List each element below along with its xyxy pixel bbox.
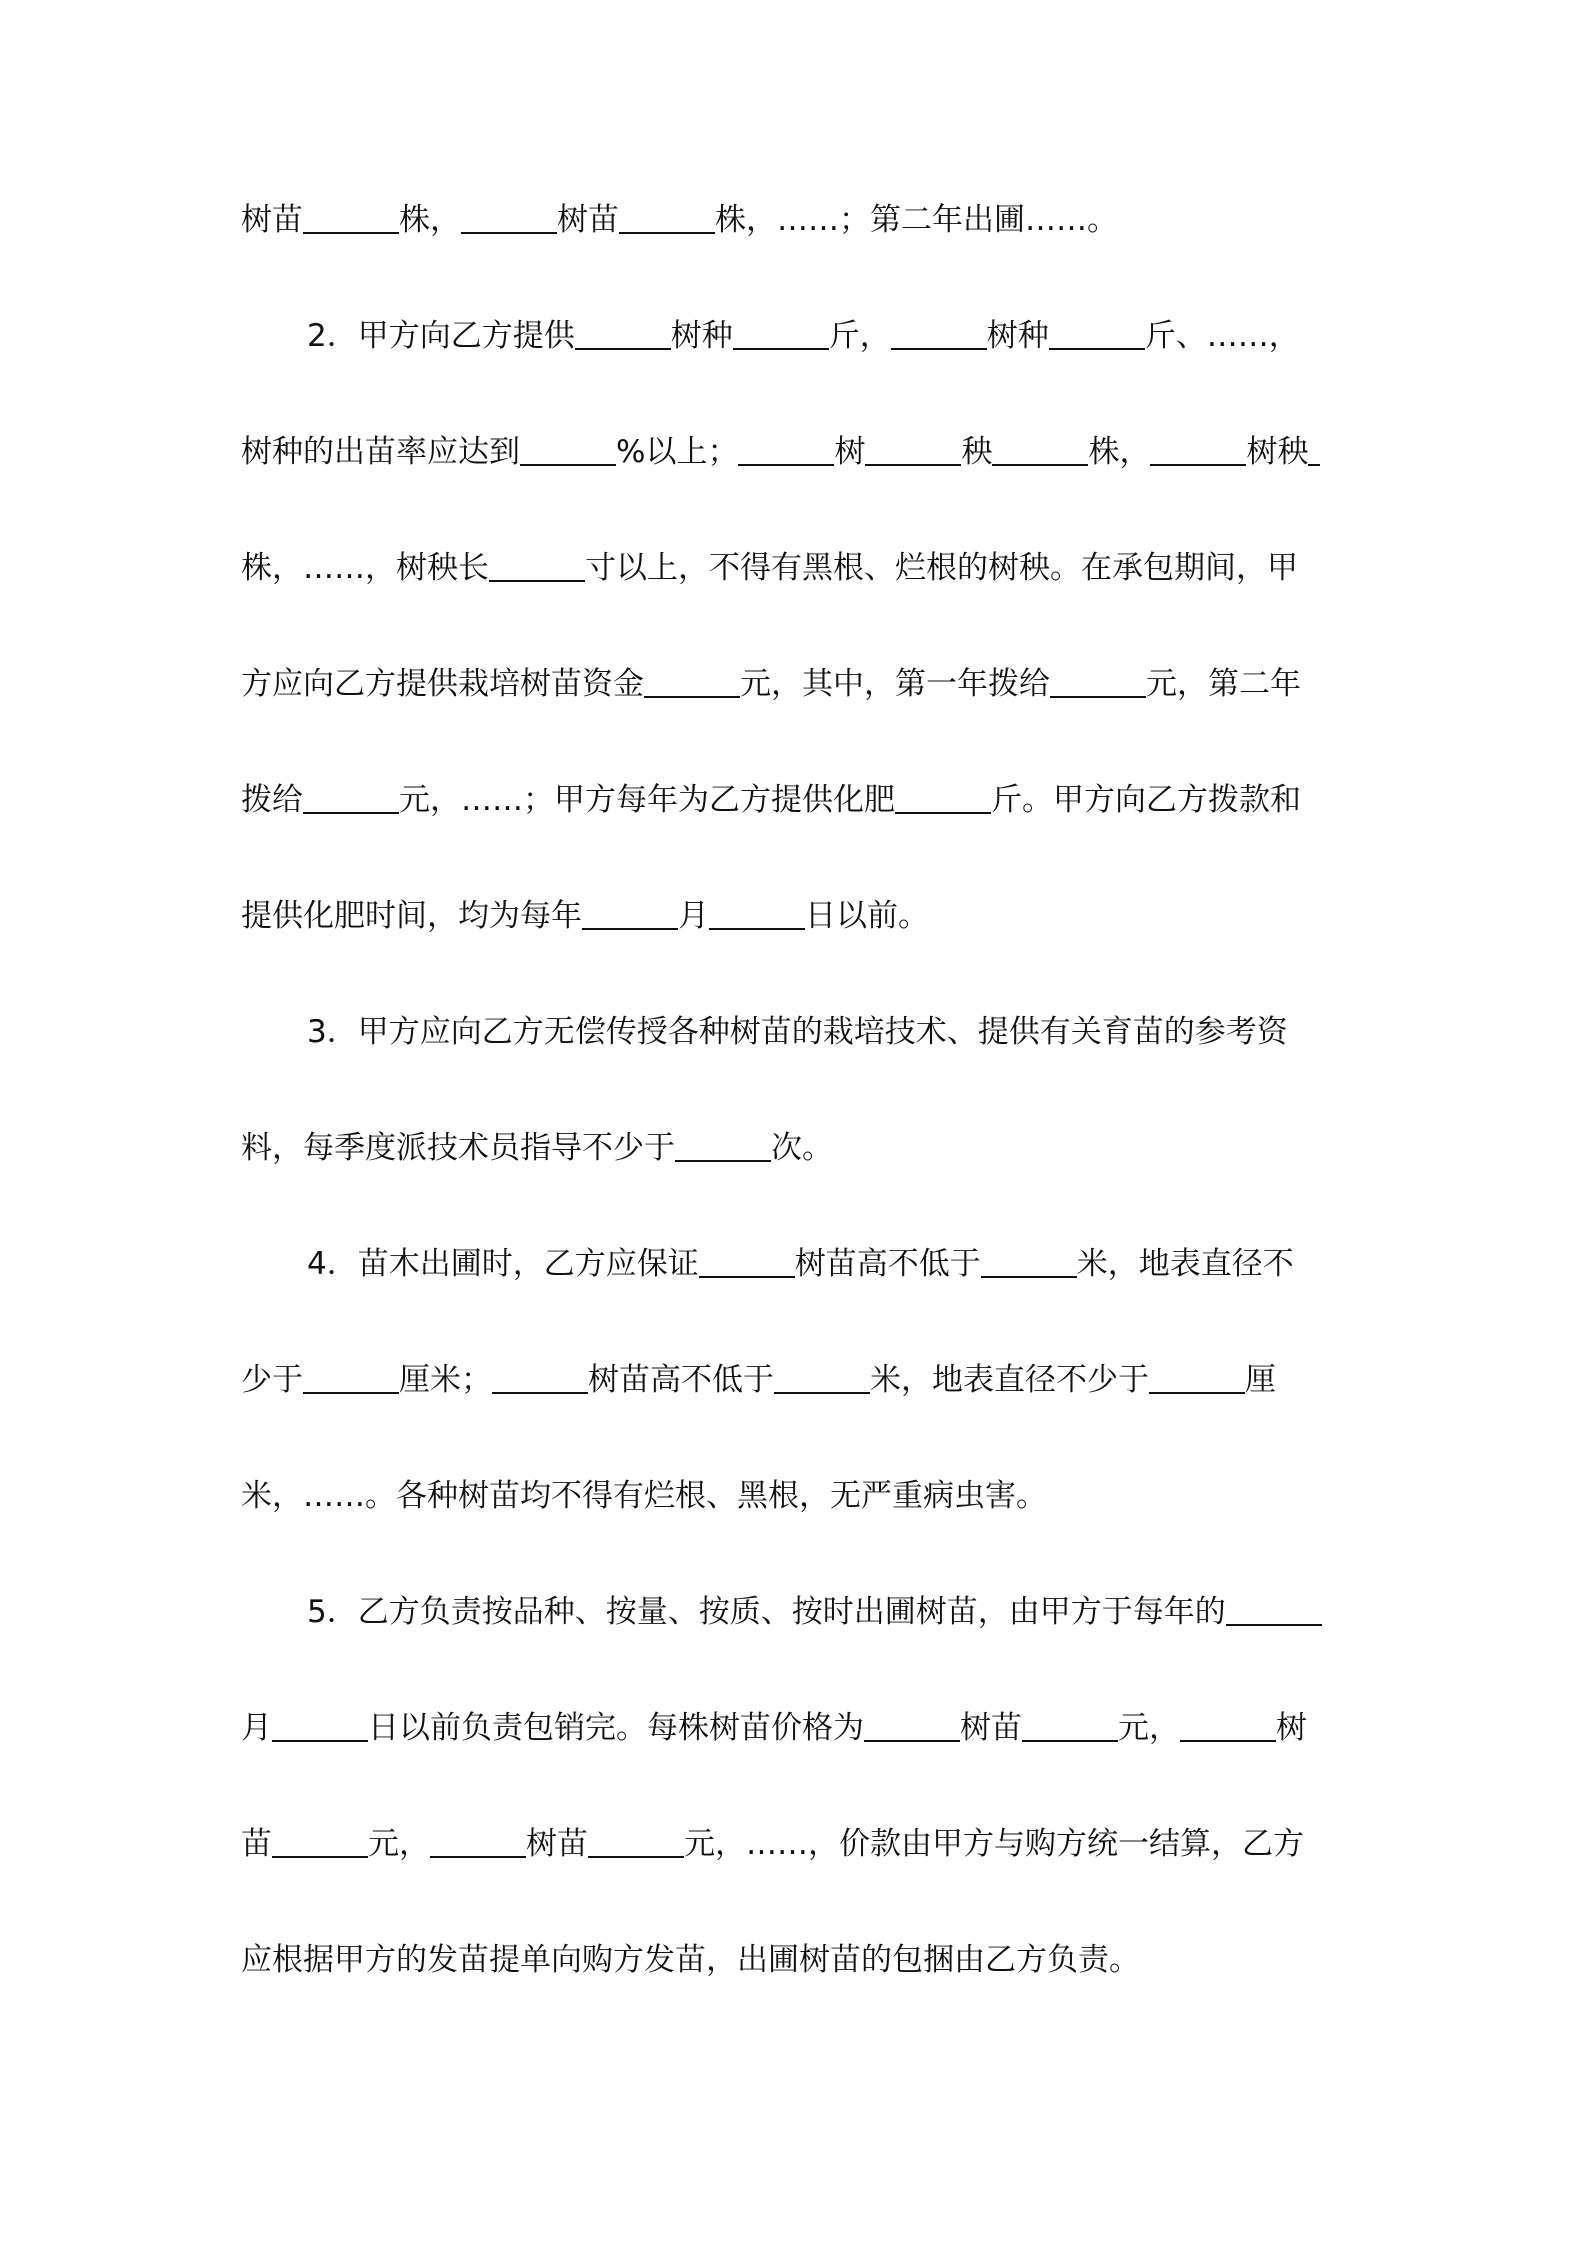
fill-in-blank[interactable] <box>891 318 987 350</box>
fill-in-blank[interactable] <box>895 782 991 814</box>
text-segment: 元，其中，第一年拨给 <box>740 666 1050 702</box>
text-segment: 树苗 <box>557 202 619 238</box>
text-segment: 米，……。各种树苗均不得有烂根、黑根，无严重病虫害。 <box>241 1478 1047 1514</box>
text-segment: 2．甲方向乙方提供 <box>307 318 575 354</box>
text-segment: 元，第二年 <box>1146 666 1301 702</box>
text-segment: 方应向乙方提供栽培树苗资金 <box>241 666 644 702</box>
fill-in-blank[interactable] <box>981 1246 1077 1278</box>
text-segment: 米，地表直径不 <box>1076 1246 1294 1282</box>
text-segment: 树 <box>834 434 866 470</box>
fill-in-blank[interactable] <box>699 1246 795 1278</box>
text-line <box>241 1128 1361 1168</box>
text-segment: 苗 <box>241 1826 272 1862</box>
text-segment: 5．乙方负责按品种、按量、按质、按时出圃树苗，由甲方于每年的 <box>307 1594 1226 1630</box>
text-segment: 株， <box>399 202 461 238</box>
text-line <box>307 316 1427 356</box>
text-segment: 树 <box>1276 1710 1307 1746</box>
fill-in-blank[interactable] <box>1226 1594 1322 1626</box>
text-segment: 厘米； <box>399 1362 492 1398</box>
fill-in-blank[interactable] <box>303 782 399 814</box>
text-segment: 日以前。 <box>805 898 929 934</box>
fill-in-blank[interactable] <box>303 202 399 234</box>
text-line <box>241 1476 1361 1516</box>
text-segment: 株，……；第二年出圃……。 <box>715 202 1118 238</box>
text-segment: 月 <box>678 898 709 934</box>
fill-in-blank[interactable] <box>675 1130 771 1162</box>
fill-in-blank[interactable] <box>461 202 557 234</box>
text-segment: 树苗高不低于 <box>588 1362 774 1398</box>
text-line <box>241 1360 1361 1400</box>
text-segment: 树种的出苗率应达到 <box>241 434 520 470</box>
text-segment: 3．甲方应向乙方无偿传授各种树苗的栽培技术、提供有关育苗的参考资 <box>307 1014 1288 1050</box>
text-segment: 应根据甲方的发苗提单向购方发苗，出圃树苗的包捆由乙方负责。 <box>241 1942 1140 1978</box>
fill-in-blank[interactable] <box>1022 1710 1118 1742</box>
fill-in-blank[interactable] <box>619 202 715 234</box>
text-line <box>241 780 1361 820</box>
fill-in-blank[interactable] <box>520 434 616 466</box>
fill-in-blank[interactable] <box>709 898 805 930</box>
text-segment: 树苗 <box>241 202 303 238</box>
fill-in-blank[interactable] <box>272 1826 368 1858</box>
text-segment: 株， <box>1088 434 1151 470</box>
text-line <box>307 1012 1427 1052</box>
text-segment: 树种 <box>670 318 733 354</box>
text-line <box>307 1244 1427 1284</box>
fill-in-blank[interactable] <box>1150 434 1246 466</box>
text-segment: 树种 <box>986 318 1049 354</box>
fill-in-blank[interactable] <box>865 434 961 466</box>
text-segment: 树苗高不低于 <box>794 1246 981 1282</box>
text-segment: 元，……，价款由甲方与购方统一结算，乙方 <box>684 1826 1304 1862</box>
text-segment: 日以前负责包销完。每株树苗价格为 <box>368 1710 864 1746</box>
text-line <box>241 664 1361 704</box>
text-segment: %以上； <box>616 434 739 470</box>
fill-in-blank[interactable] <box>575 318 671 350</box>
fill-in-blank[interactable] <box>582 898 678 930</box>
fill-in-blank[interactable] <box>588 1826 684 1858</box>
text-segment: 料，每季度派技术员指导不少于 <box>241 1130 675 1166</box>
text-segment: 株，……，树秧长 <box>241 550 489 586</box>
fill-in-blank[interactable] <box>733 318 829 350</box>
text-segment: 厘 <box>1245 1362 1276 1398</box>
fill-in-blank[interactable] <box>1049 318 1145 350</box>
text-segment: 斤。甲方向乙方拨款和 <box>991 782 1301 818</box>
fill-in-blank[interactable] <box>774 1362 870 1394</box>
text-segment: 树苗 <box>960 1710 1022 1746</box>
fill-in-blank[interactable] <box>1050 666 1146 698</box>
text-segment: 米，地表直径不少于 <box>870 1362 1149 1398</box>
text-segment: 斤， <box>828 318 891 354</box>
text-segment: 拨给 <box>241 782 303 818</box>
text-segment: 提供化肥时间，均为每年 <box>241 898 582 934</box>
fill-in-blank[interactable] <box>272 1710 368 1742</box>
text-segment: 斤、……， <box>1144 318 1300 354</box>
fill-in-blank[interactable] <box>992 434 1088 466</box>
text-segment: 秧 <box>961 434 993 470</box>
fill-in-blank[interactable] <box>738 434 834 466</box>
text-line <box>241 548 1361 588</box>
text-segment: 树秧 <box>1246 434 1309 470</box>
text-line <box>241 1824 1361 1864</box>
text-segment: 月 <box>241 1710 272 1746</box>
fill-in-blank[interactable] <box>489 550 585 582</box>
text-segment: 4．苗木出圃时，乙方应保证 <box>307 1246 699 1282</box>
text-line <box>241 896 1361 936</box>
fill-in-blank[interactable] <box>1180 1710 1276 1742</box>
fill-in-blank[interactable] <box>303 1362 399 1394</box>
fill-in-blank[interactable] <box>492 1362 588 1394</box>
fill-in-blank[interactable] <box>1308 434 1320 466</box>
text-segment: 寸以上，不得有黑根、烂根的树秧。在承包期间，甲 <box>585 550 1298 586</box>
fill-in-blank[interactable] <box>864 1710 960 1742</box>
text-line <box>241 432 1361 472</box>
text-segment: 元， <box>368 1826 430 1862</box>
text-segment: 树苗 <box>526 1826 588 1862</box>
text-line <box>241 1708 1361 1748</box>
text-segment: 元， <box>1118 1710 1180 1746</box>
fill-in-blank[interactable] <box>1149 1362 1245 1394</box>
text-line <box>307 1592 1427 1632</box>
text-line <box>241 1940 1361 1980</box>
text-line <box>241 200 1361 240</box>
text-segment: 元，……；甲方每年为乙方提供化肥 <box>399 782 895 818</box>
fill-in-blank[interactable] <box>644 666 740 698</box>
text-segment: 少于 <box>241 1362 303 1398</box>
fill-in-blank[interactable] <box>430 1826 526 1858</box>
text-segment: 次。 <box>771 1130 833 1166</box>
